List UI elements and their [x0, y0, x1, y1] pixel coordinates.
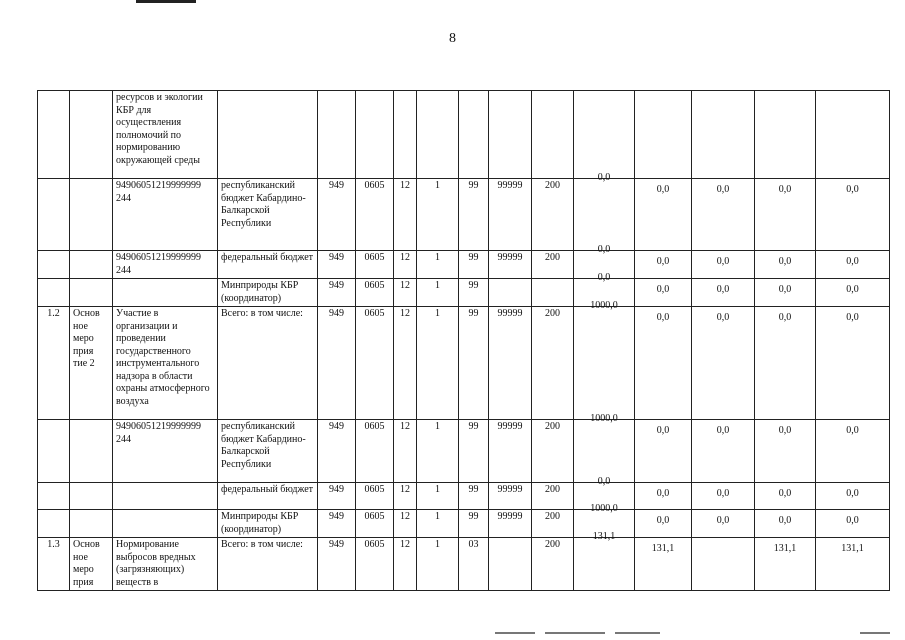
grbs-code: 949: [318, 251, 356, 279]
target-code-3: 99999: [489, 251, 532, 279]
subsection-code: 12: [394, 179, 417, 251]
table-row: [38, 538, 890, 591]
target-code-2: 99: [459, 483, 489, 510]
value-year-5-text: 0,0: [846, 515, 859, 526]
target-code-1: 1: [417, 420, 459, 483]
value-year-4: [755, 420, 816, 483]
expense-type-code: [532, 91, 574, 179]
value-year-2-text: 0,0: [656, 488, 670, 499]
budget-table: [37, 90, 890, 591]
row-number: [38, 483, 70, 510]
value-year-3-text: 0,0: [716, 488, 730, 499]
value-year-2: [635, 307, 692, 420]
value-year-3-text: 0,0: [716, 256, 730, 267]
value-year-4-text: 0,0: [778, 256, 792, 267]
value-year-3: [692, 510, 755, 538]
value-year-1-text: 131,1: [592, 531, 616, 542]
value-year-2-text: 0,0: [656, 256, 670, 267]
value-year-4: [755, 307, 816, 420]
target-code-3: 99999: [489, 483, 532, 510]
row-number: [38, 179, 70, 251]
value-year-2-text: 0,0: [656, 515, 670, 526]
funding-source: республиканский бюджет Кабардино-Балкарской Республики: [218, 179, 318, 251]
funding-source: Всего: в том числе:: [218, 307, 318, 420]
event-name: 94906051219999999 244: [113, 251, 218, 279]
value-year-2: [635, 91, 692, 179]
value-year-4-text: 0,0: [778, 184, 792, 195]
value-year-3-text: 0,0: [716, 425, 730, 436]
value-year-3: [692, 483, 755, 510]
target-code-2: 99: [459, 420, 489, 483]
event-name: Нормирование выбросов вредных (загрязняющих) веществ в: [113, 538, 218, 591]
value-year-5-text: 0,0: [846, 184, 859, 195]
target-code-3: 99999: [489, 179, 532, 251]
subsection-code: 12: [394, 510, 417, 538]
section-code: 0605: [356, 510, 394, 538]
value-year-4: [755, 91, 816, 179]
funding-source: Минприроды КБР (координатор): [218, 510, 318, 538]
value-year-3: [692, 179, 755, 251]
target-code-3: [489, 91, 532, 179]
value-year-4-text: 0,0: [778, 312, 792, 323]
expense-type-code: 200: [532, 420, 574, 483]
target-code-2: 03: [459, 538, 489, 591]
subsection-code: [394, 91, 417, 179]
value-year-2: [635, 483, 692, 510]
value-year-3: [692, 420, 755, 483]
value-year-5-text: 0,0: [846, 312, 859, 323]
event-type: [70, 279, 113, 307]
value-year-1-text: 1000,0: [590, 300, 618, 311]
event-name: 94906051219999999 244: [113, 420, 218, 483]
scan-artifact-bottom: [0, 632, 905, 638]
value-year-2-text: 0,0: [656, 284, 670, 295]
grbs-code: 949: [318, 307, 356, 420]
value-year-1: [574, 531, 635, 591]
value-year-4-text: 0,0: [778, 515, 792, 526]
value-year-4: [755, 538, 816, 591]
row-number: [38, 251, 70, 279]
value-year-4-text: 0,0: [778, 425, 792, 436]
table-row: [38, 420, 890, 483]
value-year-2: [635, 420, 692, 483]
value-year-3: [692, 307, 755, 420]
value-year-4: [755, 279, 816, 307]
grbs-code: 949: [318, 420, 356, 483]
subsection-code: 12: [394, 483, 417, 510]
value-year-2: [635, 279, 692, 307]
table-row: [38, 510, 890, 538]
event-type: [70, 510, 113, 538]
row-number: [38, 91, 70, 179]
event-type: [70, 251, 113, 279]
value-year-4-text: 0,0: [778, 488, 792, 499]
value-year-2-text: 131,1: [651, 543, 675, 554]
row-number: [38, 510, 70, 538]
value-year-1-text: 1000,0: [590, 413, 618, 424]
grbs-code: 949: [318, 279, 356, 307]
value-year-2: [635, 251, 692, 279]
value-year-1-text: 0,0: [597, 272, 611, 283]
value-year-3-text: 0,0: [716, 312, 730, 323]
value-year-2-text: 0,0: [656, 312, 670, 323]
funding-source: федеральный бюджет: [218, 483, 318, 510]
row-number: [38, 279, 70, 307]
value-year-1-text: 1000,0: [590, 503, 618, 514]
table-row: [38, 483, 890, 510]
row-number: [38, 420, 70, 483]
target-code-3: 99999: [489, 307, 532, 420]
section-code: 0605: [356, 251, 394, 279]
row-number: 1.3: [38, 538, 70, 591]
target-code-3: [489, 538, 532, 591]
grbs-code: 949: [318, 483, 356, 510]
funding-source: федеральный бюджет: [218, 251, 318, 279]
section-code: 0605: [356, 179, 394, 251]
funding-source: Всего: в том числе:: [218, 538, 318, 591]
target-code-2: 99: [459, 179, 489, 251]
row-number: 1.2: [38, 307, 70, 420]
value-year-1-text: 0,0: [597, 244, 611, 255]
expense-type-code: 200: [532, 251, 574, 279]
section-code: 0605: [356, 307, 394, 420]
value-year-1-text: 0,0: [597, 476, 611, 487]
value-year-5: [816, 307, 890, 420]
value-year-5: [816, 179, 890, 251]
target-code-3: 99999: [489, 510, 532, 538]
value-year-4: [755, 251, 816, 279]
expense-type-code: 200: [532, 307, 574, 420]
expense-type-code: [532, 279, 574, 307]
event-name: 94906051219999999 244: [113, 179, 218, 251]
target-code-2: 99: [459, 251, 489, 279]
value-year-3: [692, 251, 755, 279]
subsection-code: 12: [394, 279, 417, 307]
value-year-1-text: 0,0: [597, 172, 611, 183]
value-year-5: [816, 483, 890, 510]
event-type: [70, 179, 113, 251]
value-year-4: [755, 483, 816, 510]
value-year-4: [755, 179, 816, 251]
value-year-2: [635, 538, 692, 591]
target-code-1: 1: [417, 279, 459, 307]
grbs-code: 949: [318, 179, 356, 251]
event-name: [113, 279, 218, 307]
value-year-2-text: 0,0: [656, 184, 670, 195]
value-year-3-text: 0,0: [716, 515, 730, 526]
value-year-3: [692, 279, 755, 307]
value-year-2-text: 0,0: [656, 425, 670, 436]
table-row: [38, 91, 890, 179]
value-year-3-text: 0,0: [716, 184, 730, 195]
expense-type-code: 200: [532, 510, 574, 538]
target-code-1: [417, 91, 459, 179]
table-row: [38, 279, 890, 307]
event-type: [70, 91, 113, 179]
target-code-3: 99999: [489, 420, 532, 483]
target-code-2: 99: [459, 279, 489, 307]
expense-type-code: 200: [532, 483, 574, 510]
section-code: 0605: [356, 483, 394, 510]
grbs-code: [318, 91, 356, 179]
value-year-1: [574, 91, 635, 179]
value-year-1: [574, 413, 635, 483]
target-code-2: 99: [459, 307, 489, 420]
value-year-3: [692, 538, 755, 591]
value-year-5-text: 131,1: [841, 543, 864, 554]
value-year-5-text: 0,0: [846, 256, 859, 267]
section-code: 0605: [356, 420, 394, 483]
section-code: 0605: [356, 538, 394, 591]
value-year-5: [816, 91, 890, 179]
table-row: [38, 307, 890, 420]
value-year-4-text: 131,1: [773, 543, 797, 554]
event-type: Основ ное меро прия тие 2: [70, 307, 113, 420]
subsection-code: 12: [394, 420, 417, 483]
subsection-code: 12: [394, 307, 417, 420]
target-code-1: 1: [417, 483, 459, 510]
value-year-4: [755, 510, 816, 538]
value-year-5: [816, 510, 890, 538]
event-name: [113, 483, 218, 510]
value-year-3: [692, 91, 755, 179]
event-type: Основ ное меро прия: [70, 538, 113, 591]
section-code: [356, 91, 394, 179]
expense-type-code: 200: [532, 179, 574, 251]
table-row: [38, 251, 890, 279]
value-year-5: [816, 538, 890, 591]
target-code-3: [489, 279, 532, 307]
value-year-2: [635, 179, 692, 251]
expense-type-code: 200: [532, 538, 574, 591]
event-type: [70, 483, 113, 510]
value-year-1: [574, 172, 635, 251]
table-row: [38, 179, 890, 251]
event-name: [113, 510, 218, 538]
value-year-3-text: 0,0: [716, 284, 730, 295]
target-code-1: 1: [417, 307, 459, 420]
event-type: [70, 420, 113, 483]
value-year-5: [816, 251, 890, 279]
subsection-code: 12: [394, 251, 417, 279]
target-code-1: 1: [417, 251, 459, 279]
event-name: ресурсов и экологии КБР для осуществления полномочий по нормированию окружающей среды: [113, 91, 218, 179]
section-code: 0605: [356, 279, 394, 307]
scan-artifact-top: [136, 0, 196, 3]
grbs-code: 949: [318, 510, 356, 538]
target-code-1: 1: [417, 179, 459, 251]
funding-source: [218, 91, 318, 179]
value-year-5-text: 0,0: [846, 425, 859, 436]
value-year-5: [816, 420, 890, 483]
value-year-1: [574, 300, 635, 420]
value-year-5-text: 0,0: [846, 284, 859, 295]
target-code-2: [459, 91, 489, 179]
value-year-5-text: 0,0: [846, 488, 859, 499]
target-code-2: 99: [459, 510, 489, 538]
event-name: Участие в организации и проведении государственного инструментального надзора в области охраны атмосферного воздуха: [113, 307, 218, 420]
funding-source: республиканский бюджет Кабардино-Балкарской Республики: [218, 420, 318, 483]
target-code-1: 1: [417, 538, 459, 591]
grbs-code: 949: [318, 538, 356, 591]
value-year-5: [816, 279, 890, 307]
funding-source: Минприроды КБР (координатор): [218, 279, 318, 307]
target-code-1: 1: [417, 510, 459, 538]
value-year-2: [635, 510, 692, 538]
page-number: 8: [449, 31, 456, 46]
subsection-code: 12: [394, 538, 417, 591]
value-year-4-text: 0,0: [778, 284, 792, 295]
